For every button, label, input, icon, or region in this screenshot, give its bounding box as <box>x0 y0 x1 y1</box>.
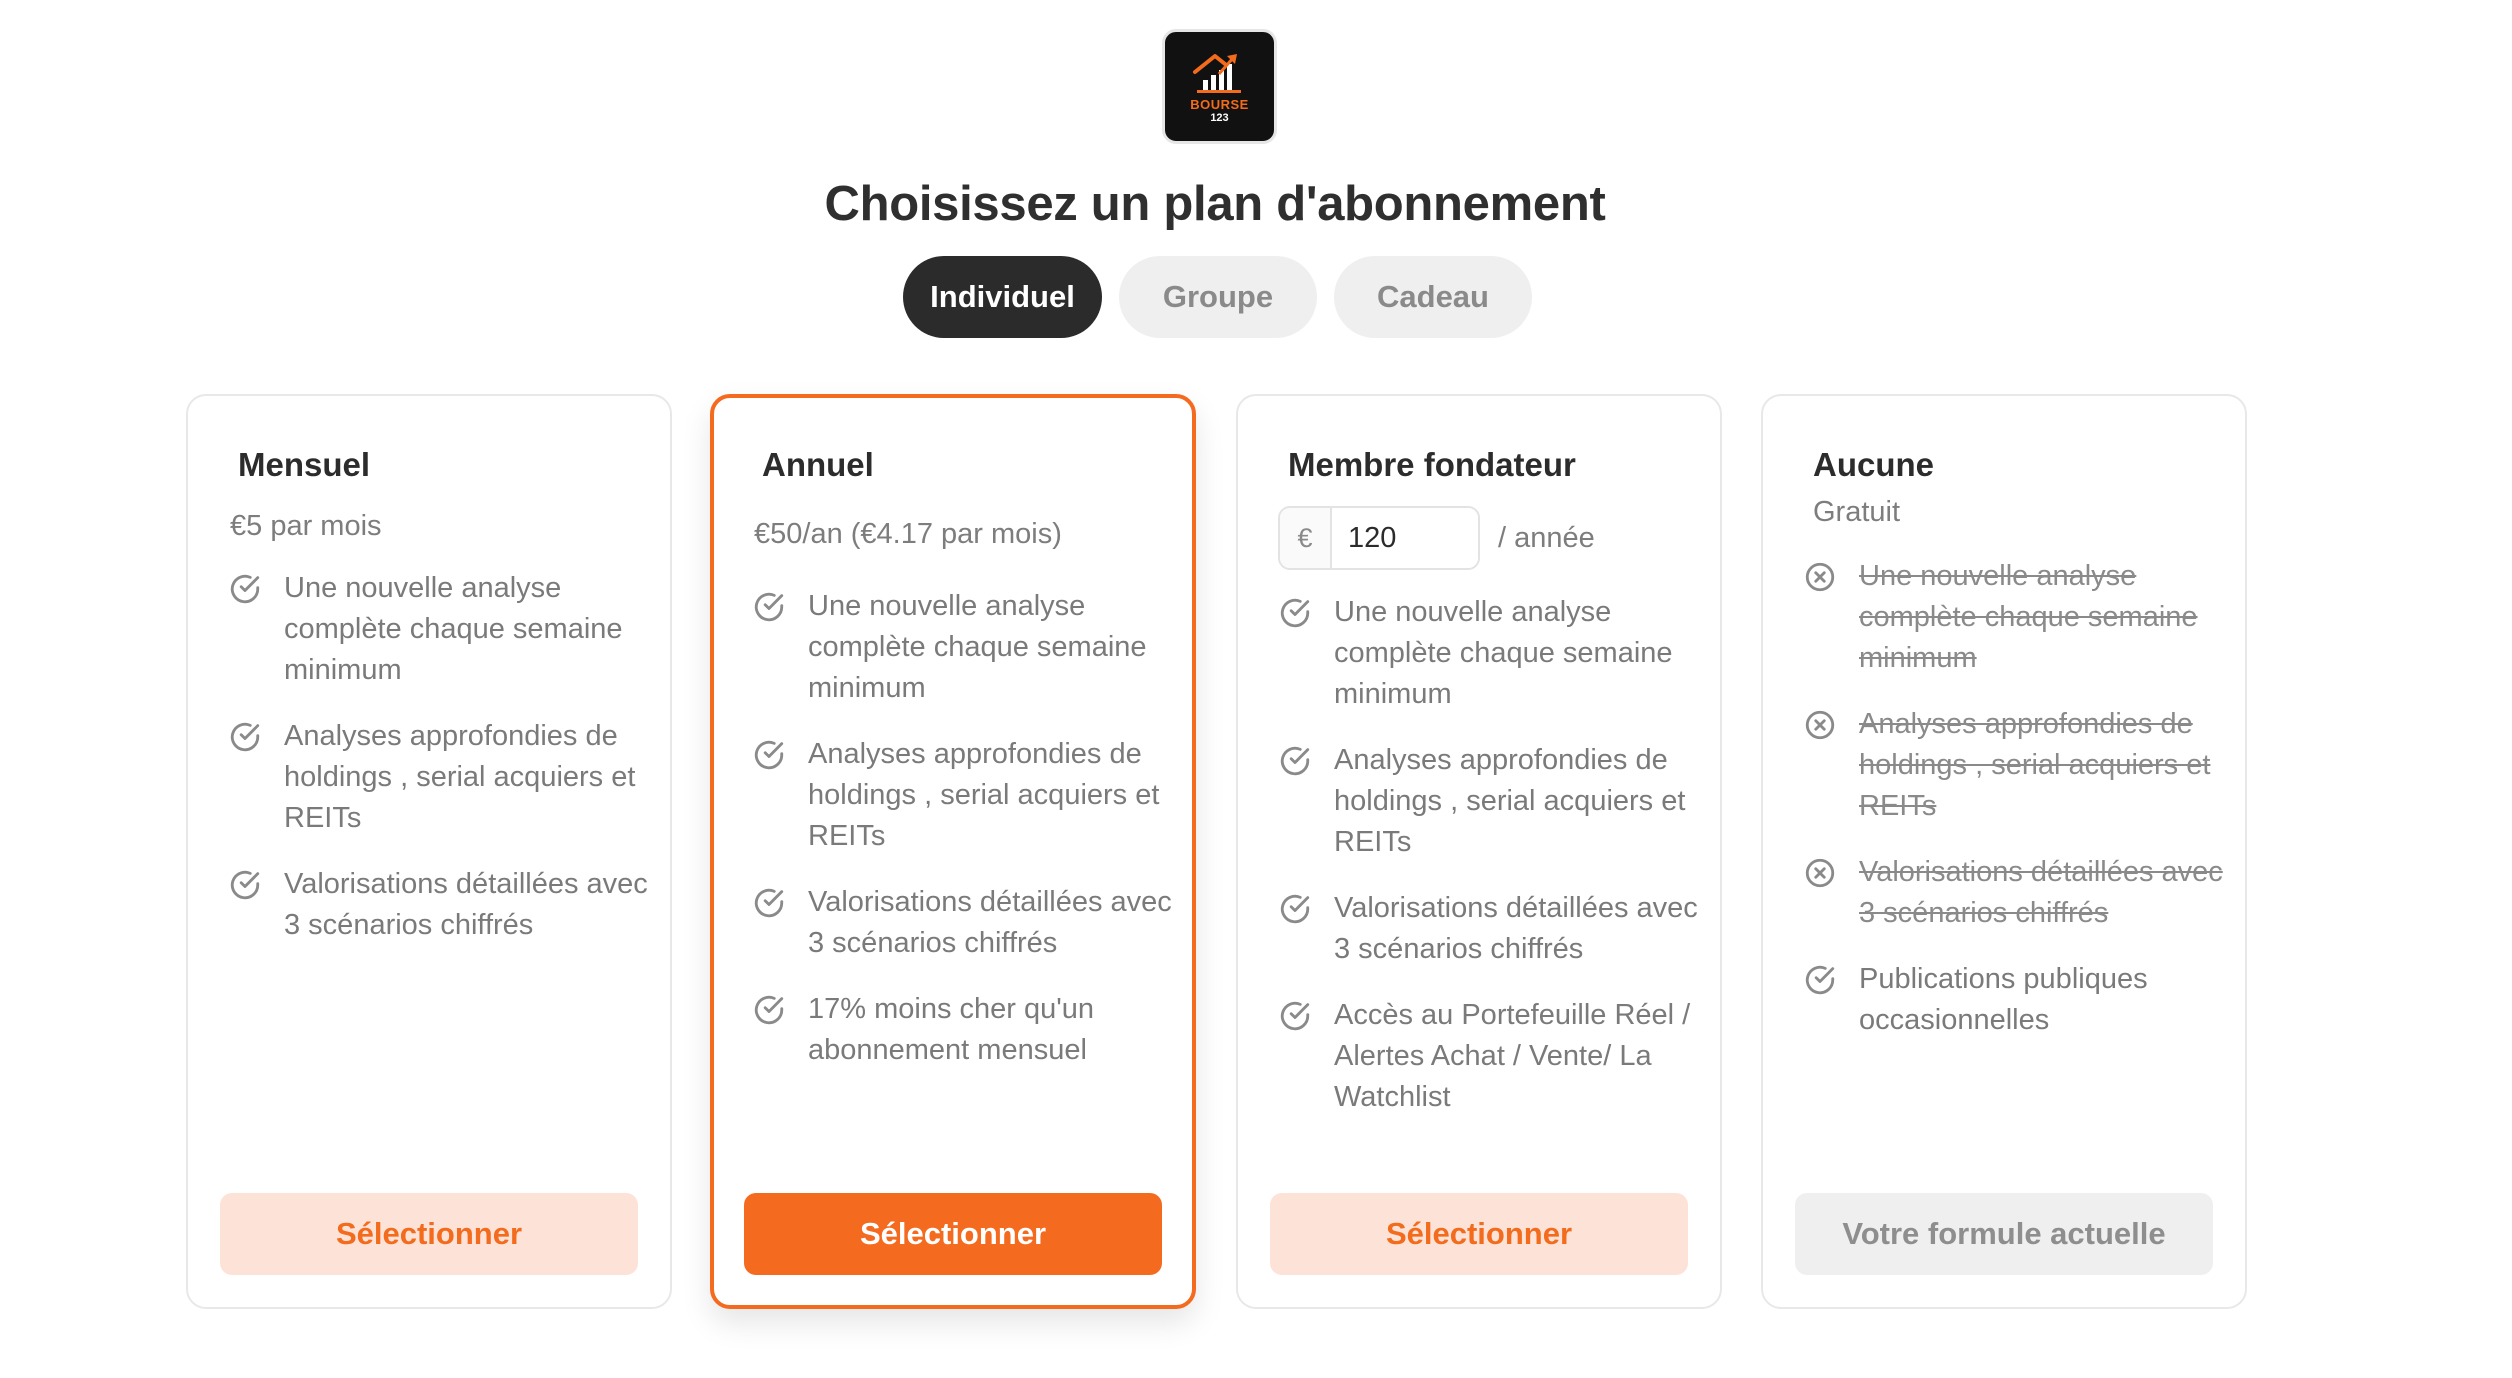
x-circle-icon <box>1803 856 1837 890</box>
logo-word: BOURSE <box>1190 96 1249 112</box>
select-mensuel-button[interactable]: Sélectionner <box>220 1193 638 1275</box>
feature-text: Valorisations détaillées avec 3 scénarios chiffrés <box>808 886 1172 959</box>
plan-name: Aucune <box>1813 446 1935 483</box>
feature-item <box>228 864 650 946</box>
select-annuel-button[interactable]: Sélectionner <box>744 1193 1162 1275</box>
feature-text: Analyses approfondies de holdings , serial acquiers et REITs <box>284 720 636 834</box>
logo-number: 123 <box>1210 111 1229 124</box>
feature-text: Publications publiques occasionnelles <box>1859 963 2148 1036</box>
feature-item <box>752 734 1172 857</box>
founder-amount-input[interactable] <box>1332 508 1478 568</box>
feature-item-excluded <box>1803 556 2225 679</box>
check-circle-icon <box>752 886 786 920</box>
plan-name: Mensuel <box>238 446 371 483</box>
feature-text: Valorisations détaillées avec 3 scénarios chiffrés <box>1334 892 1698 965</box>
feature-item <box>1803 959 2225 1041</box>
check-circle-icon <box>1803 963 1837 997</box>
plan-card-annuel <box>710 394 1196 1309</box>
amount-row <box>1278 506 1595 570</box>
tab-cadeau[interactable]: Cadeau <box>1334 256 1532 338</box>
feature-text: Analyses approfondies de holdings , serial acquiers et REITs <box>1859 708 2211 822</box>
bourse123-logo <box>1162 29 1277 144</box>
select-membre-fondateur-button[interactable]: Sélectionner <box>1270 1193 1688 1275</box>
feature-item-excluded <box>1803 704 2225 827</box>
feature-text: Analyses approfondies de holdings , serial acquiers et REITs <box>808 738 1160 852</box>
feature-list <box>1278 592 1700 1143</box>
feature-text: Analyses approfondies de holdings , serial acquiers et REITs <box>1334 744 1686 858</box>
check-circle-icon <box>228 572 262 606</box>
feature-item <box>1278 995 1700 1118</box>
check-circle-icon <box>752 738 786 772</box>
feature-item <box>1278 592 1700 715</box>
check-circle-icon <box>1278 596 1312 630</box>
tab-groupe[interactable]: Groupe <box>1119 256 1317 338</box>
check-circle-icon <box>228 720 262 754</box>
current-plan-button[interactable]: Votre formule actuelle <box>1795 1193 2213 1275</box>
feature-list <box>752 586 1172 1096</box>
plan-card-mensuel <box>186 394 672 1309</box>
feature-item <box>752 882 1172 964</box>
feature-list <box>1803 556 2225 1066</box>
check-circle-icon <box>1278 999 1312 1033</box>
feature-text: Une nouvelle analyse complète chaque semaine minimum <box>808 590 1147 704</box>
x-circle-icon <box>1803 560 1837 594</box>
feature-item <box>228 716 650 839</box>
feature-item <box>752 586 1172 709</box>
feature-item-excluded <box>1803 852 2225 934</box>
amount-period: / année <box>1498 521 1595 554</box>
check-circle-icon <box>752 590 786 624</box>
plan-card-membre-fondateur <box>1236 394 1722 1309</box>
feature-text: Une nouvelle analyse complète chaque semaine minimum <box>1334 596 1673 710</box>
feature-item <box>228 568 650 691</box>
page-title: Choisissez un plan d'abonnement <box>824 177 1606 231</box>
tab-individuel[interactable]: Individuel <box>903 256 1102 338</box>
feature-item <box>752 989 1172 1071</box>
plan-name: Annuel <box>762 446 874 483</box>
feature-text: 17% moins cher qu'un abonnement mensuel <box>808 993 1095 1066</box>
plan-type-tabs <box>903 256 1532 338</box>
check-circle-icon <box>1278 892 1312 926</box>
feature-list <box>228 568 650 971</box>
check-circle-icon <box>752 993 786 1027</box>
feature-text: Accès au Portefeuille Réel / Alertes Achat / Vente/ La Watchlist <box>1334 999 1691 1113</box>
house-chart-icon <box>1189 50 1251 96</box>
plan-price: €50/an (€4.17 par mois) <box>754 518 1062 550</box>
plan-card-aucune <box>1761 394 2247 1309</box>
plan-price: Gratuit <box>1813 496 1901 528</box>
plan-price: €5 par mois <box>230 510 382 542</box>
feature-text: Une nouvelle analyse complète chaque semaine minimum <box>1859 560 2198 674</box>
feature-item <box>1278 740 1700 863</box>
feature-item <box>1278 888 1700 970</box>
feature-text: Valorisations détaillées avec 3 scénarios chiffrés <box>1859 856 2223 929</box>
amount-field <box>1278 506 1480 570</box>
check-circle-icon <box>1278 744 1312 778</box>
feature-text: Valorisations détaillées avec 3 scénarios chiffrés <box>284 868 648 941</box>
plan-name: Membre fondateur <box>1288 446 1576 483</box>
x-circle-icon <box>1803 708 1837 742</box>
feature-text: Une nouvelle analyse complète chaque semaine minimum <box>284 572 623 686</box>
check-circle-icon <box>228 868 262 902</box>
currency-symbol: € <box>1280 508 1332 568</box>
